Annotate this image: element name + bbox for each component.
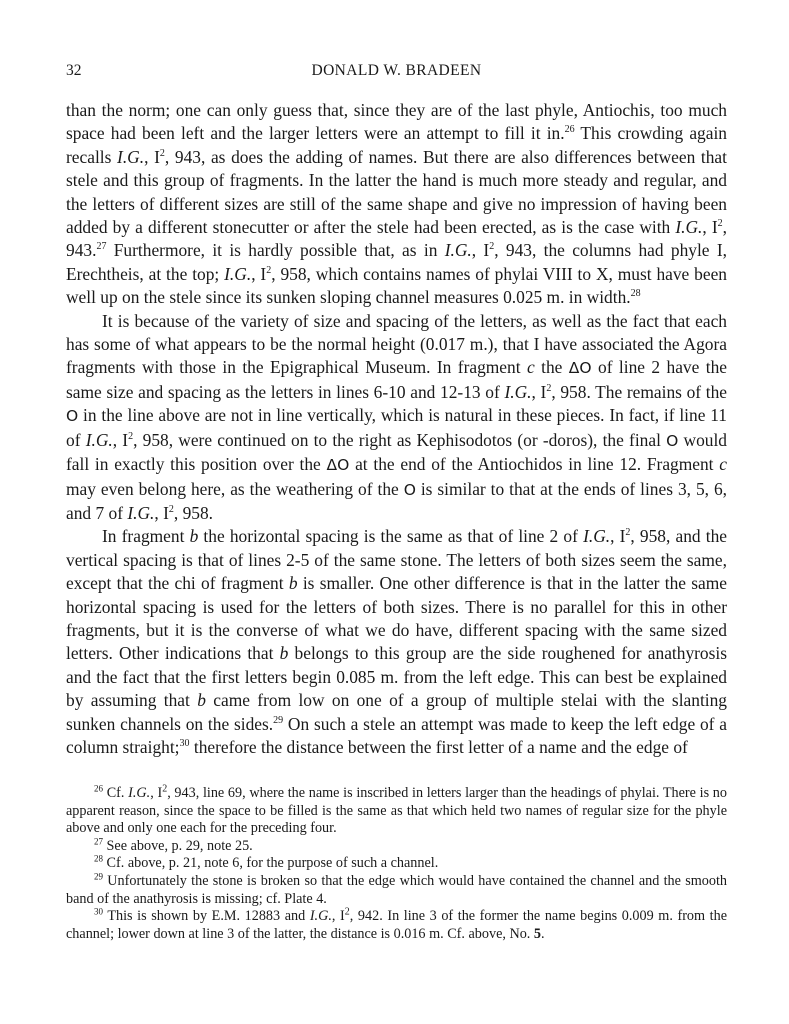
text-run: may even belong here, as the weathering of the — [66, 478, 404, 499]
text-run: the horizontal spacing is the same as that of line 2 of — [198, 526, 584, 547]
italic-text: c — [526, 357, 535, 378]
superscript: 2 — [546, 383, 552, 395]
italic-text: I.G. — [504, 381, 532, 402]
footnote-ref: 27 — [96, 241, 107, 253]
footnote-number: 29 — [94, 871, 103, 882]
text-run: It is because of the variety of size and spacing of the letters, as well as the fact that each has some of what appears to be the normal height (0.017 m.), that I have associated the Agora fragments with those in the Epigraphical Museum. In fragment — [66, 310, 727, 378]
italic-text: b — [197, 690, 206, 711]
bold-text: 5 — [533, 925, 541, 942]
text-run: In fragment — [102, 526, 190, 547]
footnote — [66, 838, 727, 856]
text-run: , I — [331, 908, 345, 925]
text-run: , I — [150, 785, 163, 801]
text-run: belongs to this group are the side roughened for anathyrosis and the fact that the first letters begin 0.085 m. from the left edge. This can best be explained by assuming that — [66, 643, 727, 711]
text-run: therefore the distance between the first letter of a name and the edge of — [189, 736, 688, 757]
footnote — [66, 785, 727, 838]
text-run: would fall in exactly this position over the — [66, 429, 727, 475]
text-run: On such a stele an attempt was made to keep the left edge of a column straight; — [66, 713, 727, 757]
text-run: , 943, line 69, where the name is inscribed in letters larger than the headings of phylai. There is no apparent reason, since the space to be filled is the same as that which held two names of regular size for the phyle above and only one each for the preceding four. — [66, 785, 727, 837]
text-run: , I — [251, 263, 267, 284]
page-number: 32 — [66, 62, 82, 79]
superscript: 2 — [625, 527, 631, 539]
superscript: 2 — [162, 783, 168, 795]
superscript: 2 — [159, 148, 165, 160]
greek-letters: ΔΟ — [326, 456, 350, 475]
italic-text: I.G. — [309, 908, 332, 925]
superscript: 2 — [266, 265, 272, 277]
italic-text: I.G. — [127, 502, 155, 523]
footnote-number: 27 — [94, 836, 103, 847]
text-run: This crowding again recalls — [66, 123, 727, 167]
italic-text: I.G. — [444, 240, 472, 261]
text-run: , 943. — [66, 217, 727, 261]
italic-text: I.G. — [583, 526, 611, 547]
italic-text: b — [279, 643, 289, 664]
page-header — [66, 62, 727, 86]
text-run: , I — [531, 381, 547, 402]
text-run: , 958. The remains of the — [551, 381, 727, 402]
text-run: , 958, were continued on to the right as Kephisodotos (or -doros), the final — [133, 429, 667, 450]
text-run: , I — [112, 429, 129, 450]
text-run: at the end of the Antiochidos in line 12. Fragment — [349, 454, 720, 475]
superscript: 2 — [128, 430, 134, 442]
text-run: than the norm; one can only guess that, since they are of the last phyle, Antiochis, too much space had been left and the larger letters were an attempt to fill it in. — [66, 100, 727, 144]
text-run: This is shown by E.M. 12883 and — [103, 908, 310, 925]
paragraph — [66, 99, 727, 310]
running-head: DONALD W. BRADEEN — [311, 62, 482, 79]
italic-text: b — [288, 573, 298, 594]
greek-letters: ΔΟ — [568, 359, 592, 378]
footnote-number: 28 — [94, 853, 103, 864]
text-run: See above, p. 29, note 25. — [103, 837, 253, 854]
footnote — [66, 908, 727, 943]
text-run: , 942. In line 3 of the former the name begins 0.009 m. from the channel; lower down at line 3 of the latter, the distance is 0.016 m. Cf. above, No. — [66, 908, 727, 942]
text-run: is smaller. One other difference is that in the latter the same horizontal spacing is used for the letters of both sizes. There is no parallel for this in other fragments, but it is the converse of what we do have, different spacing with the same sized letters. Other indications that — [66, 573, 727, 664]
footnote-ref: 26 — [564, 124, 575, 136]
text-run: is similar to that at the ends of lines 3, 5, 6, and 7 of — [66, 478, 727, 523]
footnote — [66, 873, 727, 908]
greek-letters: Ο — [66, 407, 79, 426]
text-run: Furthermore, it is hardly possible that, as in — [106, 240, 445, 261]
text-run: , 958. — [173, 502, 214, 523]
superscript: 2 — [168, 504, 174, 516]
italic-text: I.G. — [128, 785, 151, 801]
italic-text: b — [189, 526, 199, 547]
footnote-ref: 29 — [273, 714, 284, 726]
text-run: , I — [610, 526, 626, 547]
text-run: , 958, and the vertical spacing is that of lines 2-5 of the same stone. The letters of both sizes seem the same, except that the chi of fragment — [66, 526, 728, 594]
superscript: 2 — [344, 906, 350, 918]
text-run: in the line above are not in line vertically, which is natural in these pieces. In fact, if line 11 of — [66, 405, 727, 450]
italic-text: I.G. — [675, 217, 703, 238]
text-run: , 958, which contains names of phylai VIII to X, must have been well up on the stele since its sunken sloping channel measures 0.025 m. in width. — [66, 263, 727, 308]
text-run: , I — [144, 146, 160, 167]
italic-text: I.G. — [224, 263, 252, 284]
italic-text: c — [719, 454, 727, 475]
superscript: 2 — [489, 241, 495, 253]
text-run: the — [534, 357, 569, 378]
paragraph — [66, 310, 727, 526]
text-run: Unfortunately the stone is broken so that the edge which would have contained the channel and the smooth band of the anathyrosis is missing; cf. Plate 4. — [66, 872, 727, 907]
text-run: , I — [702, 217, 718, 238]
body-text — [66, 99, 727, 759]
text-run: . — [540, 925, 545, 942]
greek-letters: Ο — [403, 480, 416, 499]
text-run: Cf. — [103, 785, 129, 801]
footnote-number: 26 — [94, 783, 103, 794]
text-run: of line 2 have the same size and spacing as the letters in lines 6-10 and 12-13 of — [66, 357, 727, 402]
text-run: , I — [154, 502, 169, 523]
text-run: , I — [471, 240, 490, 261]
footnote-ref: 28 — [630, 288, 641, 300]
text-run: Cf. above, p. 21, note 6, for the purpose of such a channel. — [103, 855, 439, 872]
footnotes — [66, 785, 727, 943]
text-run: , 943, as does the adding of names. But there are also differences between that stele and this group of fragments. In the latter the hand is much more steady and regular, and the letters of different sizes are still of the same shape and give no impression of having been added by a different stonecutter or after the stele had been erected, as is the case with — [66, 146, 727, 238]
paragraph — [66, 525, 727, 759]
text-run: came from low on one of a group of multiple stelai with the slanting sunken channels on the sides. — [66, 690, 727, 734]
greek-letters: Ο — [666, 431, 679, 450]
footnote — [66, 855, 727, 873]
italic-text: I.G. — [85, 429, 113, 450]
footnote-number: 30 — [94, 906, 103, 917]
footnote-ref: 30 — [179, 738, 190, 750]
italic-text: I.G. — [117, 146, 145, 167]
text-run: , 943, the columns had phyle I, Erechtheis, at the top; — [66, 240, 727, 284]
superscript: 2 — [717, 218, 723, 230]
